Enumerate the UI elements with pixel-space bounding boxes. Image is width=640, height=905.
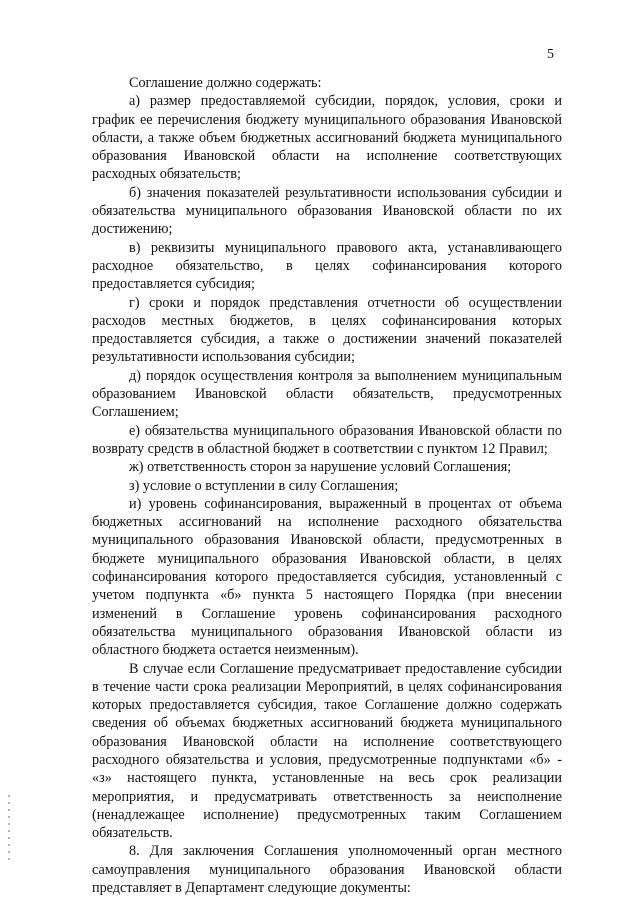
scan-dot — [8, 858, 10, 860]
scan-dot — [8, 795, 10, 797]
scan-dot — [8, 802, 10, 804]
page-number: 5 — [547, 47, 554, 62]
document-body — [92, 74, 562, 897]
paragraph-intro: Соглашение должно содержать: — [129, 75, 322, 91]
scan-dot — [8, 844, 10, 846]
paragraph-item-z: з) условие о вступлении в силу Соглашения; — [129, 477, 399, 494]
paragraph-item-b: б) значения показателей результативности использования субсидии и обязательства муниципального образования Ивановской области по их достижению; — [92, 184, 562, 238]
paragraph-item-g: г) сроки и порядок представления отчетности об осуществлении расходов местных бюджетов, в целях софинансирования которых предоставляется субсидия, а также о достижении значений показателей результативности использования субсидии; — [92, 294, 562, 366]
paragraph-item-d: д) порядок осуществления контроля за выполнением муниципальным образованием Ивановской области обязательств, предусмотренных Соглашением; — [92, 367, 562, 421]
scan-dot — [8, 837, 10, 839]
scan-dot — [8, 851, 10, 853]
paragraph-item-a: а) размер предоставляемой субсидии, порядок, условия, сроки и график ее перечисления бюджету муниципального образования Ивановской области, а также объем бюджетных ассигнований бюджета муниципального образования Ивановской области на исполнение соответствующих расходных обязательств; — [92, 93, 562, 183]
scan-dot — [8, 830, 10, 832]
paragraph-item-e: е) обязательства муниципального образования Ивановской области по возврату средств в областной бюджет в соответствии с пунктом 12 Правил; — [92, 422, 562, 457]
scan-dot — [8, 809, 10, 811]
paragraph-item-v: в) реквизиты муниципального правового акта, устанавливающего расходное обязательство, в целях софинансирования которого предоставляется субсидия; — [92, 239, 562, 293]
paragraph-section-8: 8. Для заключения Соглашения уполномоченный орган местного самоуправления муниципального образования Ивановской области представляет в Департамент следующие документы: — [92, 843, 562, 897]
scan-margin-marks — [6, 790, 12, 860]
paragraph-item-i: и) уровень софинансирования, выраженный в процентах от объема бюджетных ассигнований на исполнение расходного обязательства муниципального образования Ивановской области, предусмотренных в бюджете муниципального образования Ивановской области, в целях софинансирования которого предоставляется субсидия, установленный с учетом подпункта «б» пункта 5 настоящего Порядка (при внесении изменений в Соглашение уровень софинансирования расходного обязательства муниципального образования Ивановской области из областного бюджета остается неизменным). — [92, 495, 562, 659]
scan-dot — [8, 823, 10, 825]
paragraph-item-zh: ж) ответственность сторон за нарушение условий Соглашения; — [129, 459, 512, 476]
scan-dot — [8, 816, 10, 818]
paragraph-partial-term: В случае если Соглашение предусматривает предоставление субсидии в течение части срока реализации Мероприятий, в целях софинансирования которых предоставляется субсидия, такое Соглашение должно содержать сведения об объемах бюджетных ассигнований бюджета муниципального образования Ивановской области на исполнение соответствующего расходного обязательства и условия, предусмотренные подпунктами «б» - «з» настоящего пункта, установленные на весь срок реализации мероприятия, и предусматривать ответственность за неисполнение (ненадлежащее исполнение) предусмотренных таким Соглашением обязательств. — [92, 660, 562, 842]
